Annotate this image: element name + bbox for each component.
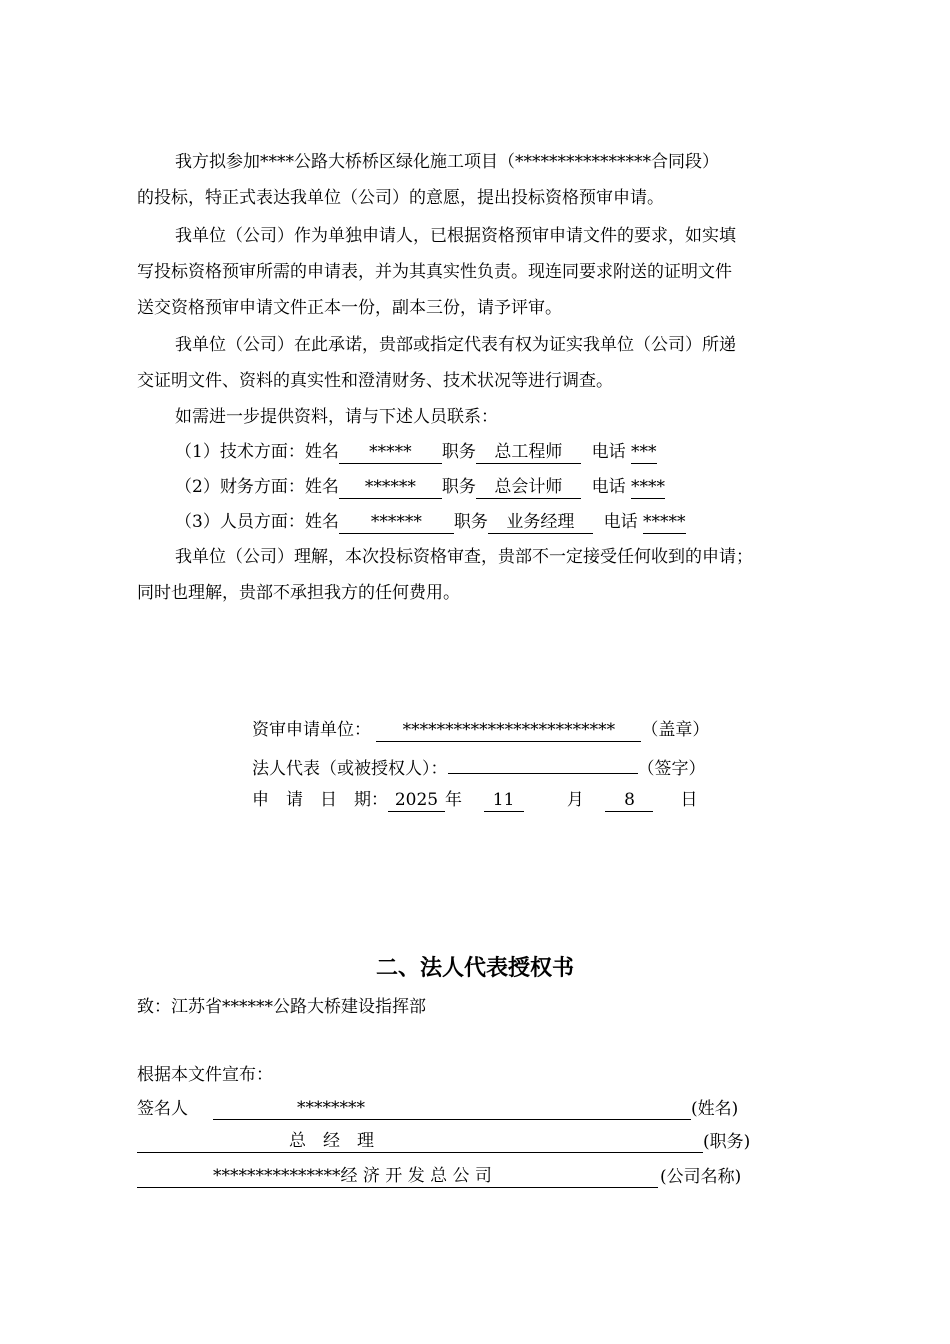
- signer-position-note: (职务): [703, 1132, 751, 1152]
- date-year-field: 2025: [388, 790, 445, 812]
- applicant-unit-label: 资审申请单位：: [252, 720, 371, 740]
- para-2-line-2: 写投标资格预审所需的申请表，并为其真实性负责。现连同要求附送的证明文件: [137, 262, 732, 282]
- contact-tel-field: *****: [643, 512, 686, 532]
- position-label: 职务: [441, 477, 476, 497]
- signer-label: 签名人: [137, 1099, 188, 1119]
- applicant-unit-field: *************************: [376, 720, 641, 742]
- date-day-field: 8: [605, 790, 653, 812]
- contact-row: [175, 440, 657, 464]
- contact-position-field: 业务经理: [488, 512, 593, 534]
- date-label: 申 请 日 期：: [252, 790, 388, 810]
- signer-row: [137, 1097, 188, 1121]
- para-1-line-2: 的投标，特正式表达我单位（公司）的意愿，提出投标资格预审申请。: [137, 188, 664, 208]
- signer-name-field: [213, 1097, 691, 1120]
- contact-row: [175, 475, 665, 499]
- para-3-line-2: 交证明文件、资料的真实性和澄清财务、技术状况等进行调查。: [137, 371, 613, 391]
- contact-position-field: 总会计师: [476, 477, 581, 499]
- para-3-line-1: 我单位（公司）在此承诺，贵部或指定代表有权为证实我单位（公司）所递: [175, 335, 736, 355]
- tel-label: 电话: [603, 512, 638, 532]
- addressee: 致：江苏省******公路大桥建设指挥部: [137, 997, 426, 1017]
- application-date-row: [252, 788, 698, 812]
- company-name-field: [137, 1165, 658, 1188]
- contact-tel-field: ***: [631, 442, 657, 462]
- signer-position-value: 总 经 理: [289, 1131, 374, 1151]
- date-month-field: 11: [484, 790, 524, 812]
- contact-name-field: ******: [339, 477, 442, 499]
- contact-label: （3）人员方面：姓名: [175, 512, 339, 532]
- contact-name-field: ******: [339, 512, 454, 534]
- para-5-line-1: 我单位（公司）理解，本次投标资格审查，贵部不一定接受任何收到的申请；: [175, 547, 753, 567]
- para-5-line-2: 同时也理解，贵部不承担我方的任何费用。: [137, 583, 460, 603]
- tel-label: 电话: [591, 442, 626, 462]
- legal-rep-label: 法人代表（或被授权人）：: [252, 759, 448, 779]
- company-name-value: ***************经 济 开 发 总 公 司: [213, 1166, 492, 1186]
- contact-label: （2）财务方面：姓名: [175, 477, 339, 497]
- declaration-intro: 根据本文件宣布：: [137, 1065, 273, 1085]
- contact-tel-field: ****: [631, 477, 666, 497]
- contact-name-field: *****: [339, 442, 442, 464]
- year-unit: 年: [445, 790, 462, 810]
- sign-note: （签字）: [637, 759, 706, 779]
- day-unit: 日: [680, 790, 698, 810]
- month-unit: 月: [566, 790, 584, 810]
- legal-rep-signature-field: [448, 752, 638, 774]
- contact-position-field: 总工程师: [476, 442, 581, 464]
- para-2-line-3: 送交资格预审申请文件正本一份，副本三份，请予评审。: [137, 298, 562, 318]
- para-2-line-1: 我单位（公司）作为单独申请人，已根据资格预审申请文件的要求，如实填: [175, 226, 736, 246]
- legal-rep-row: [252, 752, 706, 781]
- signer-position-field: [137, 1130, 703, 1153]
- seal-note: （盖章）: [641, 720, 710, 740]
- tel-label: 电话: [591, 477, 626, 497]
- signer-name-note: (姓名): [691, 1099, 739, 1119]
- section-title: 二、法人代表授权书: [375, 956, 574, 981]
- position-label: 职务: [441, 442, 476, 462]
- company-name-note: (公司名称): [660, 1167, 742, 1187]
- applicant-unit-row: [252, 718, 709, 742]
- position-label: 职务: [453, 512, 488, 532]
- para-1-line-1: 我方拟参加****公路大桥桥区绿化施工项目（****************合同段）: [175, 152, 719, 172]
- contact-row: [175, 510, 686, 534]
- contact-label: （1）技术方面：姓名: [175, 442, 339, 462]
- signer-name-value: ********: [297, 1098, 365, 1118]
- para-4: 如需进一步提供资料，请与下述人员联系：: [175, 407, 498, 427]
